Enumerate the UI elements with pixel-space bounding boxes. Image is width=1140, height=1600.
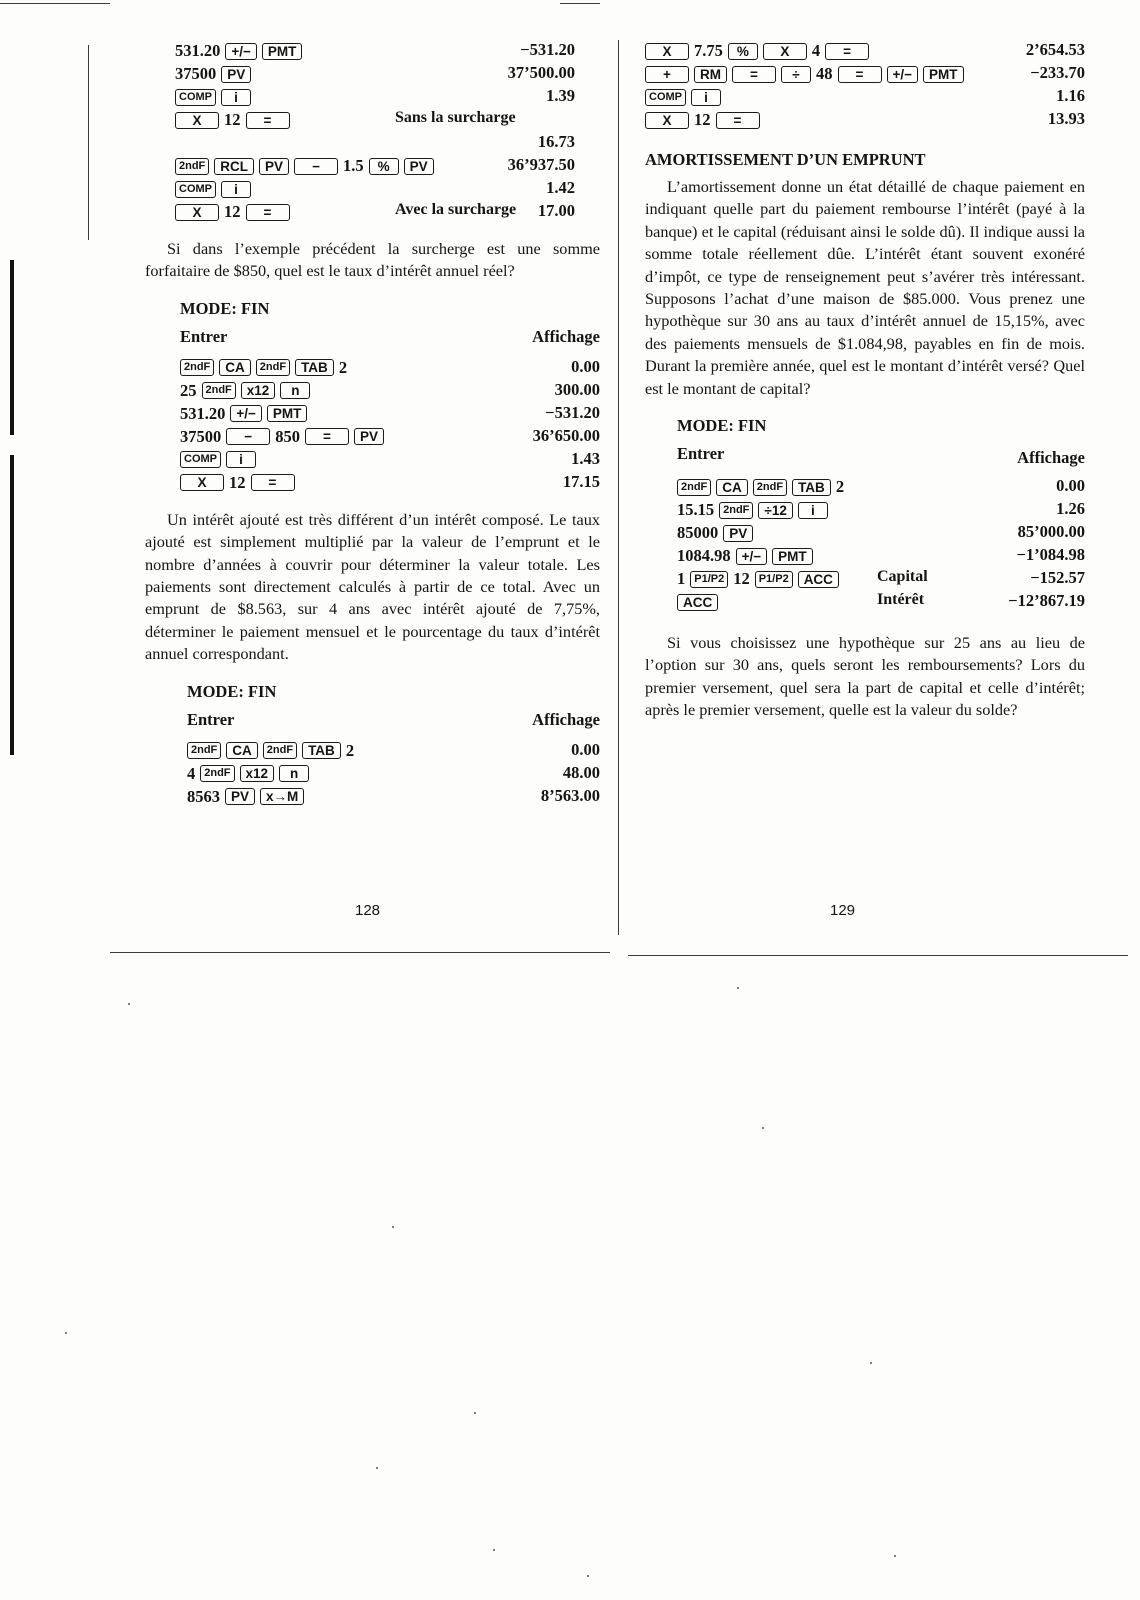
- clear-all-key: CA: [219, 359, 251, 376]
- row-note: Sans la surcharge: [395, 109, 516, 126]
- second-function-key: 2ndF: [677, 479, 711, 496]
- comp-key: COMP: [175, 181, 216, 198]
- entered-value: 25: [180, 380, 197, 400]
- second-function-key: 2ndF: [719, 502, 753, 519]
- keystroke-sequence: [677, 499, 833, 521]
- keystroke-sequence: [180, 380, 315, 402]
- scan-speck: [65, 1332, 67, 1334]
- pv-key: PV: [354, 428, 384, 445]
- left-margin-rule: [88, 45, 89, 240]
- pmt-key: PMT: [267, 405, 308, 422]
- p1-p2-key: P1/P2: [690, 571, 728, 588]
- entered-value: 12: [224, 110, 241, 129]
- left-top-sequence: [145, 40, 600, 224]
- keystroke-sequence: [645, 109, 765, 131]
- i-key: i: [691, 89, 721, 106]
- second-function-key: 2ndF: [263, 742, 297, 759]
- keystroke-sequence: [175, 86, 256, 108]
- scan-speck: [762, 1127, 764, 1129]
- keystroke-row: [180, 472, 600, 495]
- recall-memory-key: RM: [694, 66, 727, 83]
- tab-key: TAB: [792, 479, 831, 496]
- pv-key: PV: [259, 158, 289, 175]
- center-gutter-rule: [618, 40, 619, 935]
- equals-key: =: [838, 66, 882, 83]
- entered-value: 12: [694, 110, 711, 129]
- second-function-key: 2ndF: [200, 765, 234, 782]
- scan-speck: [493, 1549, 495, 1551]
- keystroke-sequence: [175, 155, 439, 177]
- display-value: 0.00: [1056, 476, 1085, 496]
- left-sequence-2: [180, 357, 600, 495]
- divide-key: ÷: [781, 66, 811, 83]
- keystroke-row: [187, 786, 600, 809]
- keystroke-row: [677, 568, 1085, 591]
- scan-speck: [870, 1362, 872, 1364]
- keystroke-row: [180, 449, 600, 472]
- keystroke-sequence: [175, 63, 256, 85]
- multiply-key: X: [175, 204, 219, 221]
- equals-key: =: [305, 428, 349, 445]
- plus-minus-key: +/−: [225, 43, 257, 60]
- display-value: 2’654.53: [1025, 40, 1085, 59]
- left-sequence-3: [187, 740, 600, 809]
- col-enter-label: Entrer: [180, 326, 228, 346]
- right-paragraph-2: Si vous choisissez une hypothèque sur 25 ans au lieu de l’option sur 30 ans, quels seront les remboursements? Lors du premier versement, quel sera la part de capital et celle d’intérêt; après le premier versement, quelle est la valeur du solde?: [645, 633, 1085, 720]
- left-edge-mark: [10, 260, 14, 435]
- left-paragraph-1: Si dans l’exemple précédent la surcherge est une somme forfaitaire de $850, quel est le taux d’intérêt annuel réel?: [145, 239, 600, 281]
- scan-speck: [587, 1575, 589, 1577]
- times-12-key: x12: [240, 765, 275, 782]
- col-display-label: Affichage: [1017, 448, 1085, 468]
- keystroke-sequence: [175, 178, 256, 200]
- entered-value: 12: [229, 472, 246, 492]
- keystroke-sequence: [180, 403, 312, 425]
- display-value: 13.93: [1047, 109, 1085, 128]
- entered-value: 2: [338, 357, 348, 377]
- display-value: −12’867.19: [1008, 591, 1085, 611]
- comp-key: COMP: [175, 89, 216, 106]
- accumulate-key: ACC: [798, 571, 839, 588]
- keystroke-sequence: [180, 357, 352, 379]
- entered-value: 1.5: [343, 156, 364, 175]
- scan-speck: [894, 1555, 896, 1557]
- percent-key: %: [369, 158, 399, 175]
- keystroke-row: [175, 201, 575, 224]
- keystroke-sequence: [645, 40, 874, 62]
- keystroke-row: [180, 380, 600, 403]
- entered-value: 7.75: [694, 41, 723, 60]
- keystroke-sequence: [645, 63, 969, 85]
- multiply-key: X: [645, 112, 689, 129]
- right-mode: MODE: FIN: [677, 416, 767, 436]
- keystroke-row: [677, 476, 1085, 499]
- display-value: 85’000.00: [1017, 522, 1085, 542]
- clear-all-key: CA: [716, 479, 748, 496]
- keystroke-row: [175, 63, 575, 86]
- entered-value: 1: [677, 569, 686, 589]
- keystroke-sequence: [187, 763, 314, 785]
- i-key: i: [798, 502, 828, 519]
- i-key: i: [221, 181, 251, 198]
- x-to-memory-key: x→M: [260, 788, 304, 805]
- entered-value: 48: [816, 64, 833, 83]
- entered-value: 37500: [180, 426, 222, 446]
- equals-key: =: [251, 474, 295, 491]
- entered-value: 4: [187, 763, 196, 783]
- display-value: 1.26: [1056, 499, 1085, 519]
- equals-key: =: [246, 204, 290, 221]
- col-enter-label: Entrer: [677, 444, 725, 464]
- second-function-key: 2ndF: [256, 359, 290, 376]
- entered-value: 2: [835, 477, 845, 497]
- left-paragraph-2: Un intérêt ajouté est très différent d’un intérêt composé. Le taux ajouté est simplement multiplié par la valeur de l’emprunt et le nombre d’années à couvrir pour déterminer la valeur totale. Les paiements sont directement calculés à partir de ce total. Avec un emprunt de $8.563, sur 4 ans avec intérêt ajouté de 7,75%, déterminer le paiement mensuel et le pourcentage du taux d’intérêt annuel correspondant.: [145, 509, 600, 664]
- right-top-sequence: [645, 40, 1085, 132]
- pv-key: PV: [225, 788, 255, 805]
- multiply-key: X: [175, 112, 219, 129]
- equals-key: =: [825, 43, 869, 60]
- i-key: i: [221, 89, 251, 106]
- col-display-label: Affichage: [532, 709, 600, 729]
- entered-value: 15.15: [677, 500, 715, 520]
- top-edge-rule: [0, 3, 110, 4]
- display-value: 1.43: [571, 448, 600, 468]
- keystroke-sequence: [175, 40, 307, 62]
- keystroke-row: [645, 63, 1085, 86]
- keystroke-sequence: [187, 786, 309, 808]
- second-function-key: 2ndF: [187, 742, 221, 759]
- keystroke-row: [645, 40, 1085, 63]
- plus-key: +: [645, 66, 689, 83]
- keystroke-sequence: [677, 476, 849, 498]
- clear-all-key: CA: [226, 742, 258, 759]
- entered-value: 8563: [187, 786, 220, 806]
- minus-key: −: [294, 158, 338, 175]
- percent-key: %: [728, 43, 758, 60]
- equals-key: =: [732, 66, 776, 83]
- keystroke-sequence: [175, 201, 295, 223]
- comp-key: COMP: [180, 451, 221, 468]
- entered-value: 37500: [175, 64, 217, 83]
- keystroke-sequence: [677, 545, 818, 567]
- pmt-key: PMT: [772, 548, 813, 565]
- entered-value: 531.20: [180, 403, 226, 423]
- keystroke-row: [677, 591, 1085, 614]
- scan-speck: [128, 1003, 130, 1005]
- entered-value: 850: [275, 426, 300, 446]
- keystroke-sequence: [645, 86, 726, 108]
- display-value: 16.73: [537, 132, 575, 151]
- keystroke-row: [187, 740, 600, 763]
- keystroke-row: [175, 155, 575, 178]
- left-page: [145, 40, 600, 809]
- right-table-header: [677, 444, 1085, 468]
- second-function-key: 2ndF: [202, 382, 236, 399]
- display-value: 1.16: [1056, 86, 1085, 105]
- scan-speck: [376, 1467, 378, 1469]
- left-table-header-2: [187, 710, 600, 734]
- display-value: 36’937.50: [507, 155, 575, 174]
- display-value: 37’500.00: [507, 63, 575, 82]
- right-paragraph-1: L’amortissement donne un état détaillé de chaque paiement en indiquant quelle part du paiement rembourse l’intérêt (payé à la banque) et le capital (réduisant ainsi le solde dû). Il indique aussi la somme totale réellement dûe. L’intérêt étant souvent exonéré d’impôt, ce type de renseignement peut s’avérer très intéressant. Supposons l’achat d’une maison de $85.000. Vous prenez une hypothèque sur 30 ans au taux d’intérêt annuel de 15,15%, avec des paiements mensuels de $1.084,98, payables en fin de mois. Durant la première année, quel est le montant d’intérêt versé? Quel est le montant de capital?: [645, 177, 1085, 398]
- tab-key: TAB: [302, 742, 341, 759]
- keystroke-row: [180, 403, 600, 426]
- keystroke-row: [677, 522, 1085, 545]
- keystroke-sequence: [187, 740, 359, 762]
- col-enter-label: Entrer: [187, 709, 235, 729]
- pmt-key: PMT: [923, 66, 964, 83]
- pv-key: PV: [404, 158, 434, 175]
- entered-value: 85000: [677, 523, 719, 543]
- keystroke-row: [180, 357, 600, 380]
- multiply-key: X: [180, 474, 224, 491]
- display-value: −152.57: [1030, 568, 1085, 588]
- accumulate-key: ACC: [677, 594, 718, 611]
- keystroke-row: [175, 86, 575, 109]
- right-page-number: 129: [830, 902, 856, 919]
- row-note: Avec la surcharge: [395, 201, 517, 218]
- entered-value: 1084.98: [677, 546, 731, 566]
- display-value: 48.00: [562, 762, 600, 782]
- top-edge-rule-right: [560, 3, 600, 4]
- pmt-key: PMT: [262, 43, 303, 60]
- equals-key: =: [716, 112, 760, 129]
- display-value: 0.00: [571, 356, 600, 376]
- keystroke-row: [187, 763, 600, 786]
- multiply-key: X: [645, 43, 689, 60]
- times-12-key: x12: [241, 382, 276, 399]
- display-value: −1’084.98: [1016, 545, 1085, 565]
- tab-key: TAB: [295, 359, 334, 376]
- row-note: Intérêt: [877, 591, 925, 609]
- recall-key: RCL: [214, 158, 254, 175]
- plus-minus-key: +/−: [887, 66, 919, 83]
- display-value: 17.00: [537, 201, 575, 220]
- keystroke-row: [175, 40, 575, 63]
- keystroke-row: [645, 109, 1085, 132]
- entered-value: 4: [811, 41, 821, 60]
- entered-value: 531.20: [175, 41, 221, 60]
- display-value: 17.15: [562, 471, 600, 491]
- minus-key: −: [226, 428, 270, 445]
- keystroke-row: [180, 426, 600, 449]
- display-value: 0.00: [571, 739, 600, 759]
- scan-speck: [474, 1412, 476, 1414]
- display-value: −233.70: [1030, 63, 1085, 82]
- scan-speck: [392, 1226, 394, 1228]
- pv-key: PV: [723, 525, 753, 542]
- keystroke-sequence: [180, 472, 300, 494]
- row-note: Capital: [877, 568, 928, 586]
- right-page: [645, 40, 1085, 722]
- display-value: 300.00: [554, 379, 600, 399]
- left-edge-mark-2: [10, 455, 14, 755]
- i-key: i: [226, 451, 256, 468]
- keystroke-row: [645, 86, 1085, 109]
- second-function-key: 2ndF: [753, 479, 787, 496]
- equals-key: =: [246, 112, 290, 129]
- entered-value: 2: [345, 740, 355, 760]
- second-function-key: 2ndF: [180, 359, 214, 376]
- display-value: −531.20: [520, 40, 575, 59]
- multiply-key: X: [763, 43, 807, 60]
- left-page-number: 128: [355, 902, 381, 919]
- plus-minus-key: +/−: [736, 548, 768, 565]
- keystroke-row: [175, 132, 575, 155]
- keystroke-sequence: [677, 522, 758, 544]
- display-value: 1.39: [546, 86, 575, 105]
- divide-12-key: ÷12: [758, 502, 792, 519]
- keystroke-sequence: [677, 568, 844, 590]
- pv-key: PV: [221, 66, 251, 83]
- keystroke-row: [175, 178, 575, 201]
- left-table-header-1: [180, 327, 600, 351]
- bottom-rule: [110, 952, 610, 953]
- keystroke-sequence: [175, 109, 295, 131]
- keystroke-sequence: [180, 426, 389, 448]
- keystroke-row: [175, 109, 575, 132]
- section-heading: AMORTISSEMENT D’UN EMPRUNT: [645, 150, 926, 169]
- scan-speck: [737, 987, 739, 989]
- p1-p2-key: P1/P2: [755, 571, 793, 588]
- left-mode-1: MODE: FIN: [180, 298, 270, 318]
- display-value: 36’650.00: [532, 425, 600, 445]
- keystroke-sequence: [180, 449, 261, 471]
- comp-key: COMP: [645, 89, 686, 106]
- keystroke-row: [677, 545, 1085, 568]
- n-key: n: [279, 765, 309, 782]
- col-display-label: Affichage: [532, 326, 600, 346]
- n-key: n: [280, 382, 310, 399]
- entered-value: 12: [733, 569, 750, 589]
- display-value: 8’563.00: [540, 785, 600, 805]
- left-mode-2: MODE: FIN: [187, 681, 277, 701]
- display-value: −531.20: [545, 402, 600, 422]
- keystroke-row: [677, 499, 1085, 522]
- second-function-key: 2ndF: [175, 158, 209, 175]
- bottom-rule-right: [628, 955, 1128, 956]
- entered-value: 12: [224, 202, 241, 221]
- keystroke-sequence: [677, 591, 723, 613]
- display-value: 1.42: [546, 178, 575, 197]
- right-sequence: [677, 476, 1085, 614]
- plus-minus-key: +/−: [230, 405, 262, 422]
